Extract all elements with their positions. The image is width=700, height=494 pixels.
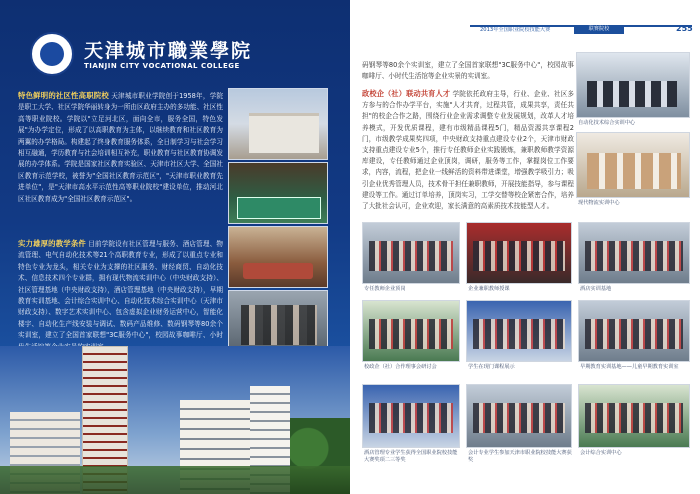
photo-logistics-center [576,132,690,198]
photo-council-meeting [362,300,460,362]
photo-caption: 校政企（社）合作理事会研讨会 [364,364,437,370]
photo-caption: 自动化技术综合实训中心 [578,120,636,126]
photo-teacher-internship [362,222,460,284]
section-teaching-text [18,238,223,350]
photo-student-showcase [466,300,572,362]
section-cooperation-body: 学院依托政府主导，行业、企业、社区多方参与的合作办学平台，实施"人才共育，过程共管，成果共享，责任共担"的校企合作之路，围绕行业企业需求调整专业发展规划，改革人才培养模式，开发优质课程，建有市级精品课程5门，精品资源共享课程2门，市级教学成果奖四项，中央财政支持重点建设专业2个，天津市财政支持重点建设专业5个，推行专任教师企业实践锻炼，兼职教师教学资源库建设，专任教师通过企业顶岗，调研，服务等工作，掌握岗位工作要求，内容，流程，把企业一线鲜活的资料带进课堂，增强教学吸引力；吸引企业优秀管理人员，技术骨干担任兼职教师，开展技能指导，参与课程建设等工作。通过订单培养，顶岗实习，工学交替等校企紧密合作，培养了大批社会认可，企业欢迎，家长满意的高素质技术技能型人才。 [362,90,574,211]
photo-caption: 企业兼职教师授课 [468,286,510,292]
photo-caption: 酒店管理专业学生获得全国职业院校技能大赛奖项二三等奖 [364,450,458,463]
college-logo-icon [30,32,74,76]
photo-parttime-teacher [466,222,572,284]
section-teaching-body: 目前学院设有社区管理与服务、酒店管理、物流管理、电气自动化技术等21个高职教育专业，形成了以重点专业和特色专业为龙头，相关专业为支撑的社区服务、财经商贸、自动化技术、信息技术四个专业群，拥有现代物流实训中心（中央财政支持）、社区管理基地（中央财政支持），酒店管理基地（中央财政支持），早期教育实训基地、会计综合实训中心、自动化技术综合实训中心（天津市财政支持）、数字艺术实训中心、包含虚拟企业财务运营中心，智能化楼宇、自动化生产线安装与调试、数码产品维修、数码钢琴等80余个实训室，建立了全国首家联想"3C服务中心"，校园故事咖啡厅、小时 [18,240,223,340]
section-feature-title: 特色鲜明的社区性高职院校 [18,91,109,100]
section-cooperation-text [362,88,574,216]
section-feature-body: 天津城市职业学院创于1958年，学院是职工大学、社区学院华丽转身为一所由区政府主办的多功能、社区性高等职业院校。学院以"立足河北区，面向全市，服务全国，特色发展"为办学定位，形成了以高职教育为主体，以继续教育和社区教育为两翼的办学格局。构建起了终身教育服务体系，全日制学习与社会学习相互融通，学历教育与社会培训相互补充，职业教育与社区教育协调发展的办学体系。学院是国家社区教育实验区、天津市社区大学、全国社区教育示范学校，被誉为"全国社区教育示范区"，"天津市职业教育先进单位"，是"天津市高水平示范性高等职业院校"建设单位，推动河北区社区教育成为"全国社区教育示范区"。 [18,92,223,203]
header-tag: 联赛院校 [574,25,624,34]
photo-caption: 现代物流实训中心 [578,200,620,206]
photo-accounting-award [466,384,572,448]
photo-hotel-base [578,222,690,284]
photo-automation-center [576,52,690,118]
photo-campus-building [228,88,328,160]
photo-caption: 酒店实训基地 [580,286,612,292]
section-feature-text [18,90,223,235]
photo-early-education [578,300,690,362]
photo-campus-panorama [0,346,350,494]
photo-caption: 会计专业学生参加天津市职业院校技能大赛获奖 [468,450,572,463]
page-header [350,0,700,38]
right-page [350,0,700,494]
section-teaching-title: 实力雄厚的教学条件 [18,239,86,248]
school-name-cn: 天津城市職業學院 [84,40,253,62]
photo-hotel-award [362,384,460,448]
photo-caption: 早期教育实训基地——儿童早期教育实训室 [580,364,679,370]
photo-caption: 学生在现门课程展示 [468,364,515,370]
photo-visitors [228,290,328,350]
photo-caption: 会计综合实训中心 [580,450,622,456]
header-title: 2013年全国职业院校技能大赛 [480,27,551,33]
section-cooperation-title: 政校企（社）联动共育人才 [362,89,451,98]
school-name-en: TIANJIN CITY VOCATIONAL COLLEGE [84,62,240,70]
photo-accounting-center [578,384,690,448]
continued-text: 码钢琴等80余个实训室，建立了全国首家联想"3C服务中心"，校园故事咖啡厅、小时代生活馆等企业实景的实训室。 [362,61,574,81]
page-number: 255 [676,24,693,33]
photo-lounge [228,226,328,288]
photo-caption: 专任教师企业顶岗 [364,286,406,292]
photo-gymnasium [228,162,328,224]
